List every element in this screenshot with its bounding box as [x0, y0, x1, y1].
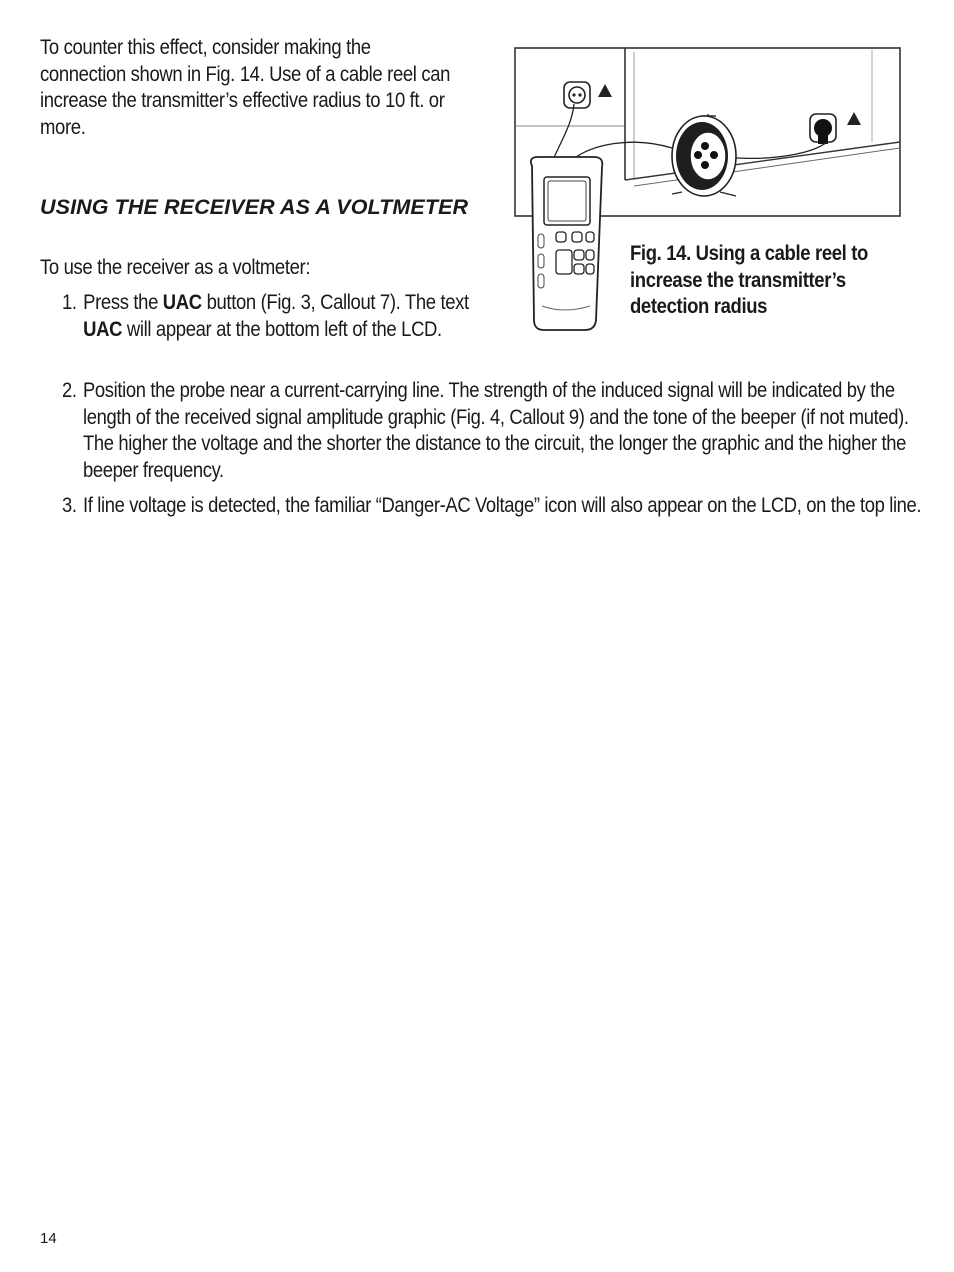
text-run: Press the: [83, 291, 163, 314]
text-run: button (Fig. 3, Callout 7). The text: [201, 291, 469, 314]
figure-caption: Fig. 14. Using a cable reel to increase the transmitter’s detection radius: [630, 242, 868, 318]
wall-outlet-icon: [564, 82, 590, 108]
receiver-device-icon: [531, 157, 602, 330]
cable-reel-icon: [672, 114, 736, 196]
list-item-number: 1.: [62, 291, 77, 314]
list-item-number: 3.: [62, 494, 77, 517]
wall-outlet-icon: [810, 114, 836, 144]
text-run: will appear at the bottom left of the LCD.: [122, 317, 442, 341]
list-item-number: 2.: [62, 379, 77, 402]
intro-paragraph: To counter this effect, consider making the connection shown in Fig. 14. Use of a cable reel can increase the transmitter’s effective radius to 10 ft. or more.: [40, 36, 451, 139]
uac-label: UAC: [162, 291, 202, 314]
list-item-text: If line voltage is detected, the familiar “Danger-AC Voltage” icon will also appear on the LCD, on the top line.: [83, 494, 922, 517]
list-item-text: Position the probe near a current-carrying line. The strength of the induced signal will be indicated by the length of the received signal amplitude graphic (Fig. 4, Callout 9) and the tone of the beeper (if not muted). The higher the voltage and the shorter the distance to the circuit, the longer the graphic and the higher the beeper frequency.: [83, 379, 909, 482]
list-item-text: [83, 290, 490, 343]
section-heading: USING THE RECEIVER AS A VOLTMETER: [40, 195, 469, 219]
uac-label: UAC: [83, 317, 123, 341]
lead-paragraph: To use the receiver as a voltmeter:: [40, 256, 311, 279]
page-number: 14: [40, 1230, 57, 1247]
